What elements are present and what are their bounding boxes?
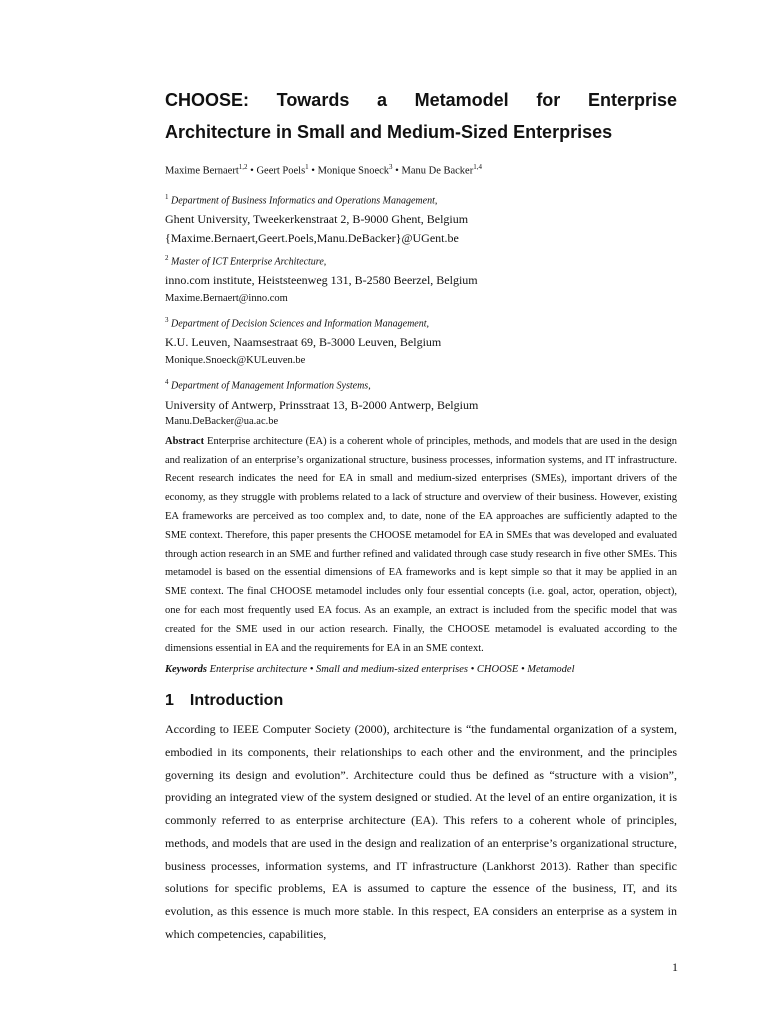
author-separator: • <box>247 165 257 177</box>
page-number: 1 <box>672 960 678 974</box>
affiliation-email[interactable]: Monique.Snoeck@KULeuven.be <box>165 355 306 367</box>
affiliation-department <box>165 376 677 392</box>
title-line-2: Architecture in Small and Medium-Sized Enterprises <box>165 122 613 142</box>
affiliation-number: 4 <box>165 378 169 387</box>
author-affiliation-mark: 1,2 <box>238 163 248 171</box>
affiliation-department <box>165 252 677 268</box>
keywords <box>165 662 677 678</box>
title-line-1: CHOOSE: Towards a Metamodel for Enterprise <box>165 90 677 110</box>
paper-title <box>165 84 677 148</box>
affiliation-department-text: Department of Decision Sciences and Information Management, <box>171 318 430 330</box>
affiliation-number: 1 <box>165 192 169 201</box>
affiliation-address: inno.com institute, Heiststeenweg 131, B-2580 Beerzel, Belgium <box>165 273 478 288</box>
keywords-text: Enterprise architecture • Small and medium-sized enterprises • CHOOSE • Metamodel <box>209 664 575 676</box>
keywords-label: Keywords <box>165 664 207 676</box>
affiliation-email[interactable]: {Maxime.Bernaert,Geert.Poels,Manu.DeBacker}@UGent.be <box>165 230 459 245</box>
abstract-text: Enterprise architecture (EA) is a coherent whole of principles, methods, and models that are used in the design and realization of an enterprise’s organizational structure, business processes, information systems, and IT infrastructure. Recent research indicates the need for EA in small and medium-sized enterprises (SMEs), important drivers of the economy, as they struggle with problems related to a lack of structure and overview of their business. However, existing EA frameworks are perceived as too complex and, to date, none of the EA approaches are sufficiently adapted to the SME context. Therefore, this paper presents the CHOOSE metamodel for EA in SMEs that was developed and evaluated through action research in an SME and further refined and validated through case study research in five other SMEs. This metamodel is based on the essential dimensions of EA frameworks and is kept simple so that it may be applied in an SME context. The final CHOOSE metamodel includes only four essential concepts (i.e. goal, actor, operation, object), one for each most frequently used EA focus. As an example, an extract is included from the specific model that was created for the SME used in our action research. Finally, the CHOOSE metamodel is evaluated according to the dimensions essential in EA and the requirements for EA in an SME context. <box>165 435 677 654</box>
affiliation-department <box>165 191 677 207</box>
author-affiliation-mark: 1 <box>305 163 309 171</box>
affiliation-email[interactable]: Manu.DeBacker@ua.ac.be <box>165 415 279 427</box>
author-affiliation-mark: 1,4 <box>473 163 482 171</box>
author-list <box>165 160 677 179</box>
author-separator: • <box>308 165 318 177</box>
author-name: Geert Poels <box>256 165 306 177</box>
affiliation-number: 2 <box>165 253 169 262</box>
affiliation-address: University of Antwerp, Prinsstraat 13, B-2000 Antwerp, Belgium <box>165 397 479 412</box>
abstract-label: Abstract <box>165 435 205 447</box>
affiliation-department-text: Department of Business Informatics and Operations Management, <box>171 194 438 206</box>
author-name: Monique Snoeck <box>317 165 390 177</box>
page-content <box>165 84 677 945</box>
section-body: According to IEEE Computer Society (2000), architecture is “the fundamental organization of a system, embodied in its components, their relationships to each other and the environment, and the principles governing its design and evolution”. Architecture could thus be defined as “structure with a vision”, providing an integrated view of the system designed or studied. At the level of an entire organization, it is commonly referred to as enterprise architecture (EA). This refers to a coherent whole of principles, methods, and models that are used in the design and realization of an enterprise’s organizational structure, business processes, information systems, and IT infrastructure (Lankhorst 2013). Rather than specific solutions for specific problems, EA is assumed to capture the essence of the business, IT, and its evolution, as this essence is much more stable. In this respect, EA considers an enterprise as a system in which competencies, capabilities, <box>165 722 677 941</box>
author-separator: • <box>392 165 402 177</box>
affiliation-email[interactable]: Maxime.Bernaert@inno.com <box>165 293 288 305</box>
author-name: Manu De Backer <box>401 165 474 177</box>
section-number: 1 <box>165 692 174 710</box>
author-name: Maxime Bernaert <box>165 165 239 177</box>
affiliation-number: 3 <box>165 316 169 325</box>
section-heading <box>165 692 677 710</box>
section-title: Introduction <box>189 692 284 710</box>
affiliation-department-text: Department of Management Information Systems, <box>171 380 371 392</box>
author-affiliation-mark: 3 <box>389 163 393 171</box>
affiliation-block <box>165 191 677 429</box>
affiliation-address: Ghent University, Tweekerkenstraat 2, B-9000 Ghent, Belgium <box>165 211 469 226</box>
affiliation-address: K.U. Leuven, Naamsestraat 69, B-3000 Leuven, Belgium <box>165 335 442 350</box>
affiliation-department <box>165 314 677 330</box>
affiliation-department-text: Master of ICT Enterprise Architecture, <box>171 256 327 268</box>
abstract <box>165 433 677 659</box>
